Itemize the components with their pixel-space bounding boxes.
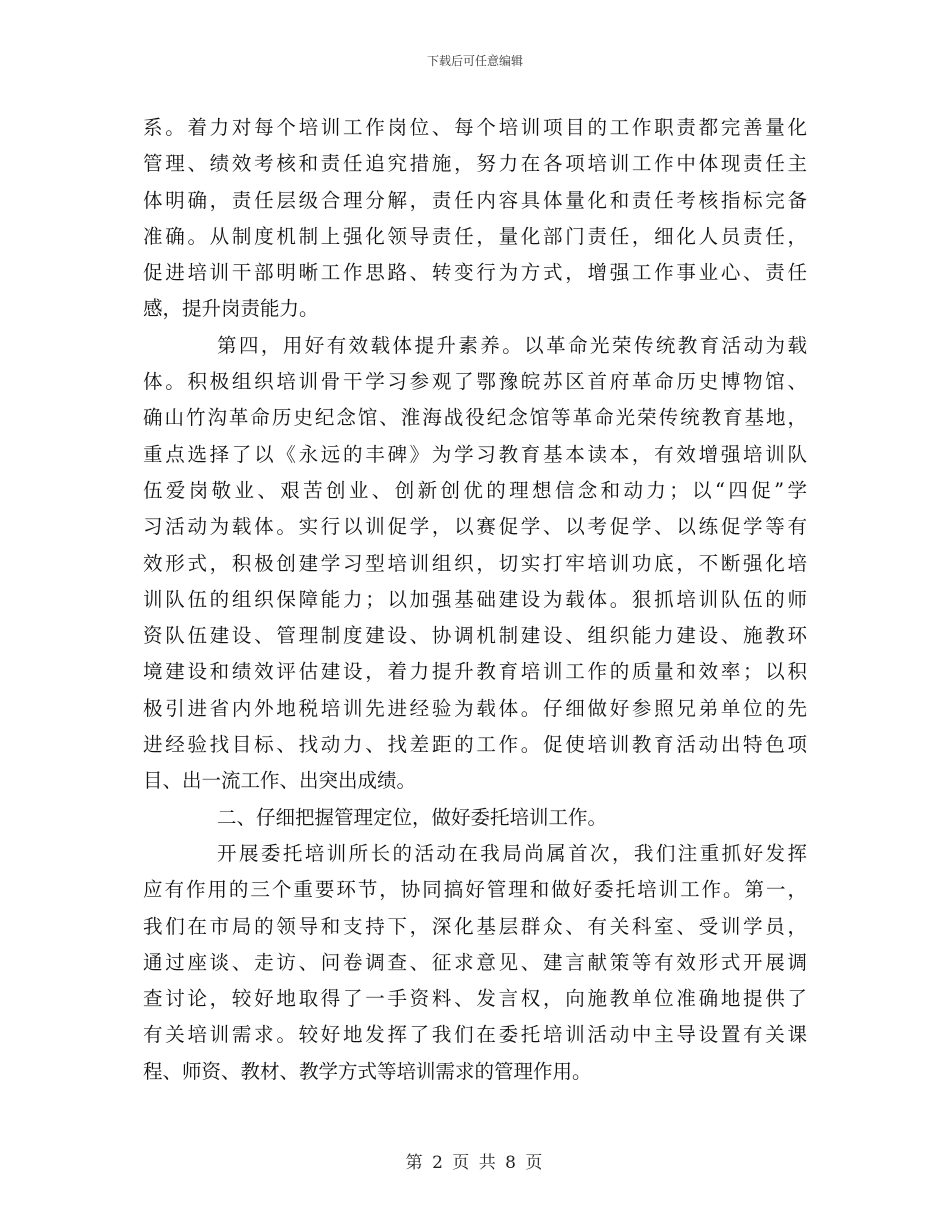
text-line: 通过座谈、走访、问卷调查、征求意见、建言献策等有效形式开展调	[143, 950, 807, 974]
text-line: 第四，用好有效载体提升素养。以革命光荣传统教育活动为载	[217, 333, 807, 357]
text-line: 习活动为载体。实行以训促学，以赛促学、以考促学、以练促学等有	[143, 515, 807, 539]
text-line: 有关培训需求。较好地发挥了我们在委托培训活动中主导设置有关课	[143, 1023, 807, 1047]
text-line: 管理、绩效考核和责任追究措施，努力在各项培训工作中体现责任主	[143, 152, 807, 176]
text-line: 效形式，积极创建学习型培训组织，切实打牢培训功底，不断强化培	[143, 551, 807, 575]
text-line: 体。积极组织培训骨干学习参观了鄂豫皖苏区首府革命历史博物馆、	[143, 370, 807, 394]
text-line: 系。着力对每个培训工作岗位、每个培训项目的工作职责都完善量化	[143, 116, 807, 139]
page-header: 下载后可任意编辑	[426, 54, 523, 68]
text-line: 促进培训干部明晰工作思路、转变行为方式，增强工作事业心、责任	[143, 261, 807, 285]
text-line: 训队伍的组织保障能力；以加强基础建设为载体。狠抓培训队伍的师	[143, 587, 807, 611]
text-line: 应有作用的三个重要环节，协同搞好管理和做好委托培训工作。第一，	[143, 878, 807, 902]
text-line: 伍爱岗敬业、艰苦创业、创新创优的理想信念和动力；以“四促”学	[143, 478, 807, 502]
text-line: 感，提升岗责能力。	[143, 297, 319, 321]
text-line: 开展委托培训所长的活动在我局尚属首次，我们注重抓好发挥	[217, 841, 807, 865]
text-line: 体明确，责任层级合理分解，责任内容具体量化和责任考核指标完备	[143, 188, 807, 212]
text-line: 目、出一流工作、出突出成绩。	[143, 769, 417, 793]
text-line: 查讨论，较好地取得了一手资料、发言权，向施教单位准确地提供了	[143, 987, 807, 1011]
text-line: 确山竹沟革命历史纪念馆、淮海战役纪念馆等革命光荣传统教育基地，	[143, 406, 807, 430]
text-line: 程、师资、教材、教学方式等培训需求的管理作用。	[143, 1059, 592, 1083]
text-line: 准确。从制度机制上强化领导责任，量化部门责任，细化人员责任，	[143, 224, 807, 248]
body-text	[143, 110, 807, 1090]
text-line: 资队伍建设、管理制度建设、协调机制建设、组织能力建设、施教环	[143, 624, 807, 648]
text-line: 重点选择了以《永远的丰碑》为学习教育基本读本，有效增强培训队	[143, 442, 807, 466]
text-line: 境建设和绩效评估建设，着力提升教育培训工作的质量和效率；以积	[143, 660, 807, 684]
page-footer: 第 2 页 共 8 页	[405, 1153, 545, 1173]
section-heading: 二、仔细把握管理定位，做好委托培训工作。	[217, 805, 608, 829]
text-line: 极引进省内外地税培训先进经验为载体。仔细做好参照兄弟单位的先	[143, 696, 807, 720]
text-line: 我们在市局的领导和支持下，深化基层群众、有关科室、受训学员，	[143, 914, 807, 938]
text-line: 进经验找目标、找动力、找差距的工作。促使培训教育活动出特色项	[143, 733, 807, 757]
